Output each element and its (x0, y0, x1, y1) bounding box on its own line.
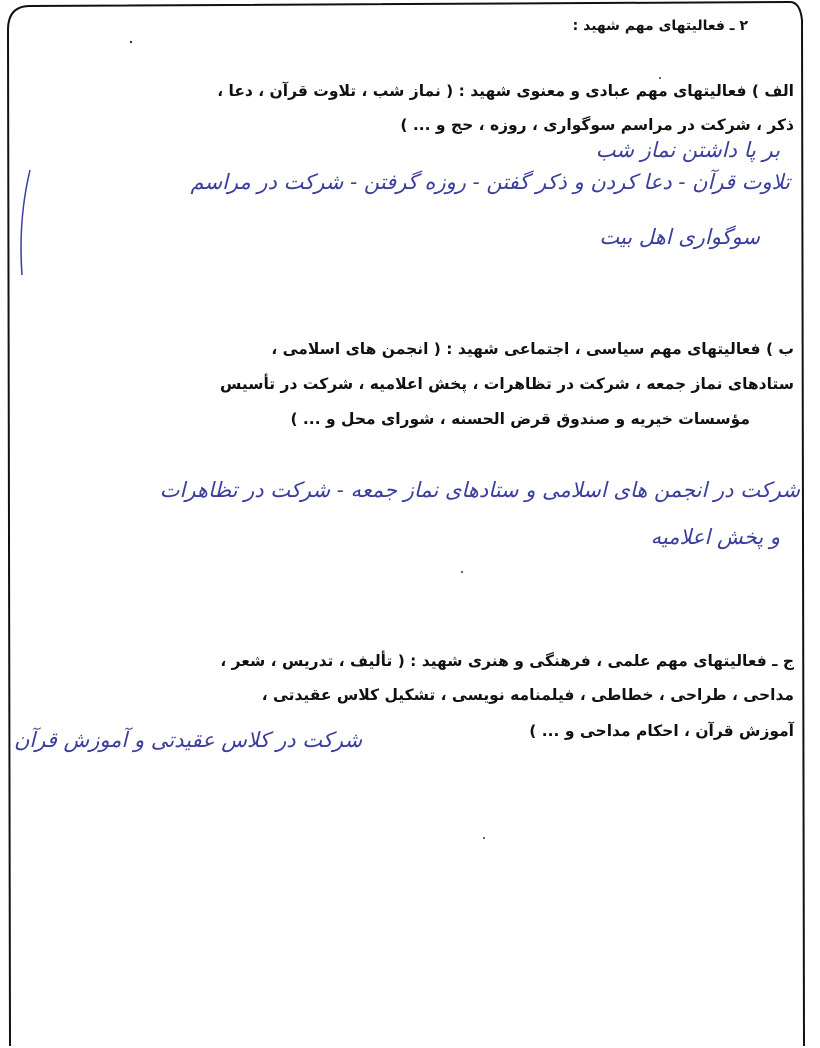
page-heading: ۲ ـ فعالیتهای مهم شهید : (572, 18, 748, 34)
section-a-line-2: ذکر ، شرکت در مراسم سوگواری ، روزه ، حج و ... ) (400, 116, 794, 134)
section-b-line-1: ب ) فعالیتهای مهم سیاسی ، اجتماعی شهید : ( انجمن های اسلامی ، (271, 340, 794, 358)
section-c-line-1: ج ـ فعالیتهای مهم علمی ، فرهنگی و هنری شهید : ( تألیف ، تدریس ، شعر ، (220, 652, 794, 670)
section-c-handwriting-1: شرکت در کلاس عقیدتی و آموزش قرآن (14, 728, 363, 752)
section-a-handwriting-3: سوگواری اهل بیت (599, 225, 760, 249)
section-c-line-3: آموزش قرآن ، احکام مداحی و ... ) (529, 722, 794, 740)
section-b-handwriting-2: و پخش اعلامیه (650, 525, 780, 549)
section-a-line-1: الف ) فعالیتهای مهم عبادی و معنوی شهید : ( نماز شب ، تلاوت قرآن ، دعا ، (217, 82, 794, 100)
section-b-line-2: ستادهای نماز جمعه ، شرکت در تظاهرات ، پخش اعلامیه ، شرکت در تأسیس (220, 375, 794, 393)
section-b-line-3: مؤسسات خیریه و صندوق قرض الحسنه ، شورای محل و ... ) (290, 410, 750, 428)
section-c-line-2: مداحی ، طراحی ، خطاطی ، فیلمنامه نویسی ، تشکیل کلاس عقیدتی ، (261, 686, 794, 704)
section-b-handwriting-1: شرکت در انجمن های اسلامی و ستادهای نماز جمعه - شرکت در تظاهرات (159, 478, 800, 502)
section-a-handwriting-1: بر پا داشتن نماز شب (595, 138, 780, 162)
section-a-handwriting-2: تلاوت قرآن - دعا کردن و ذکر گفتن - روزه گرفتن - شرکت در مراسم (190, 170, 790, 194)
